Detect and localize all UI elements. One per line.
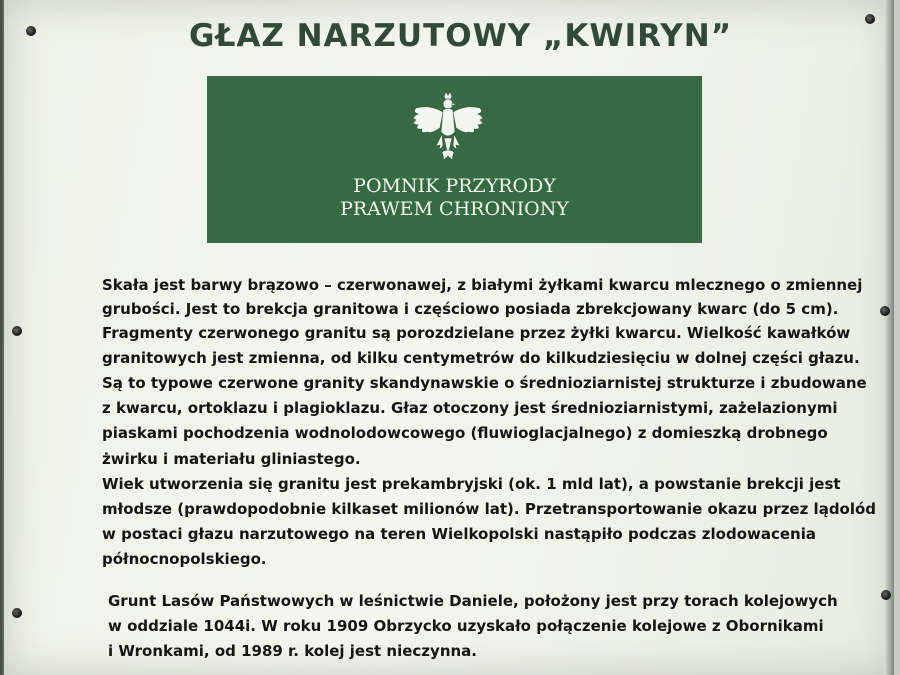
sign-frame-right	[884, 0, 894, 675]
description-line: Skała jest barwy brązowo – czerwonawej, z białymi żyłkami kwarcu mlecznego o zmiennej	[102, 276, 863, 294]
sign-title: GŁAZ NARZUTOWY „KWIRYN”	[189, 18, 733, 54]
plate-heading-line-1: POMNIK PRZYRODY	[353, 175, 556, 197]
information-sign	[4, 0, 894, 675]
description-line: z kwarcu, ortoklazu i plagioklazu. Głaz otoczony jest średnioziarnistymi, zażelazionymi	[102, 399, 838, 417]
description-line: północnopolskiego.	[102, 550, 267, 568]
screw-bottom-left	[12, 608, 22, 618]
screw-top-right	[865, 14, 875, 24]
screw-top-left	[26, 26, 36, 36]
description-line: granitowych jest zmienna, od kilku centymetrów do kilkudziesięciu w dolnej części głazu.	[102, 349, 860, 367]
screw-middle-left	[12, 326, 22, 336]
protected-monument-plate	[207, 76, 702, 243]
location-line: i Wronkami, od 1989 r. kolej jest nieczynna.	[108, 642, 477, 660]
white-eagle-icon	[406, 90, 490, 170]
description-line: Fragmenty czerwonego granitu są porozdzielane przez żyłki kwarcu. Wielkość kawałków	[102, 324, 851, 342]
location-line: w oddziale 1044i. W roku 1909 Obrzycko uzyskało połączenie kolejowe z Obornikami	[108, 617, 824, 635]
screw-middle-right	[880, 306, 890, 316]
description-line: młodsze (prawdopodobnie kilkaset milionów lat). Przetransportowanie okazu przez lądolód	[102, 500, 877, 518]
description-line: piaskami pochodzenia wodnolodowcowego (fluwioglacjalnego) z domieszką drobnego	[102, 424, 828, 442]
description-line: żwirku i materiału gliniastego.	[102, 450, 361, 468]
plate-heading-line-2: PRAWEM CHRONIONY	[340, 198, 569, 220]
description-line: Wiek utworzenia się granitu jest prekambryjski (ok. 1 mld lat), a powstanie brekcji jest	[102, 475, 841, 493]
description-line: Są to typowe czerwone granity skandynawskie o średnioziarnistej strukturze i zbudowane	[102, 374, 867, 392]
description-line: w postaci głazu narzutowego na teren Wielkopolski nastąpiło podczas zlodowacenia	[102, 525, 816, 543]
screw-bottom-right	[881, 590, 891, 600]
description-line: grubości. Jest to brekcja granitowa i częściowo posiada zbrekcjowany kwarc (do 5 cm).	[102, 300, 839, 318]
location-line: Grunt Lasów Państwowych w leśnictwie Daniele, położony jest przy torach kolejowych	[108, 592, 838, 610]
